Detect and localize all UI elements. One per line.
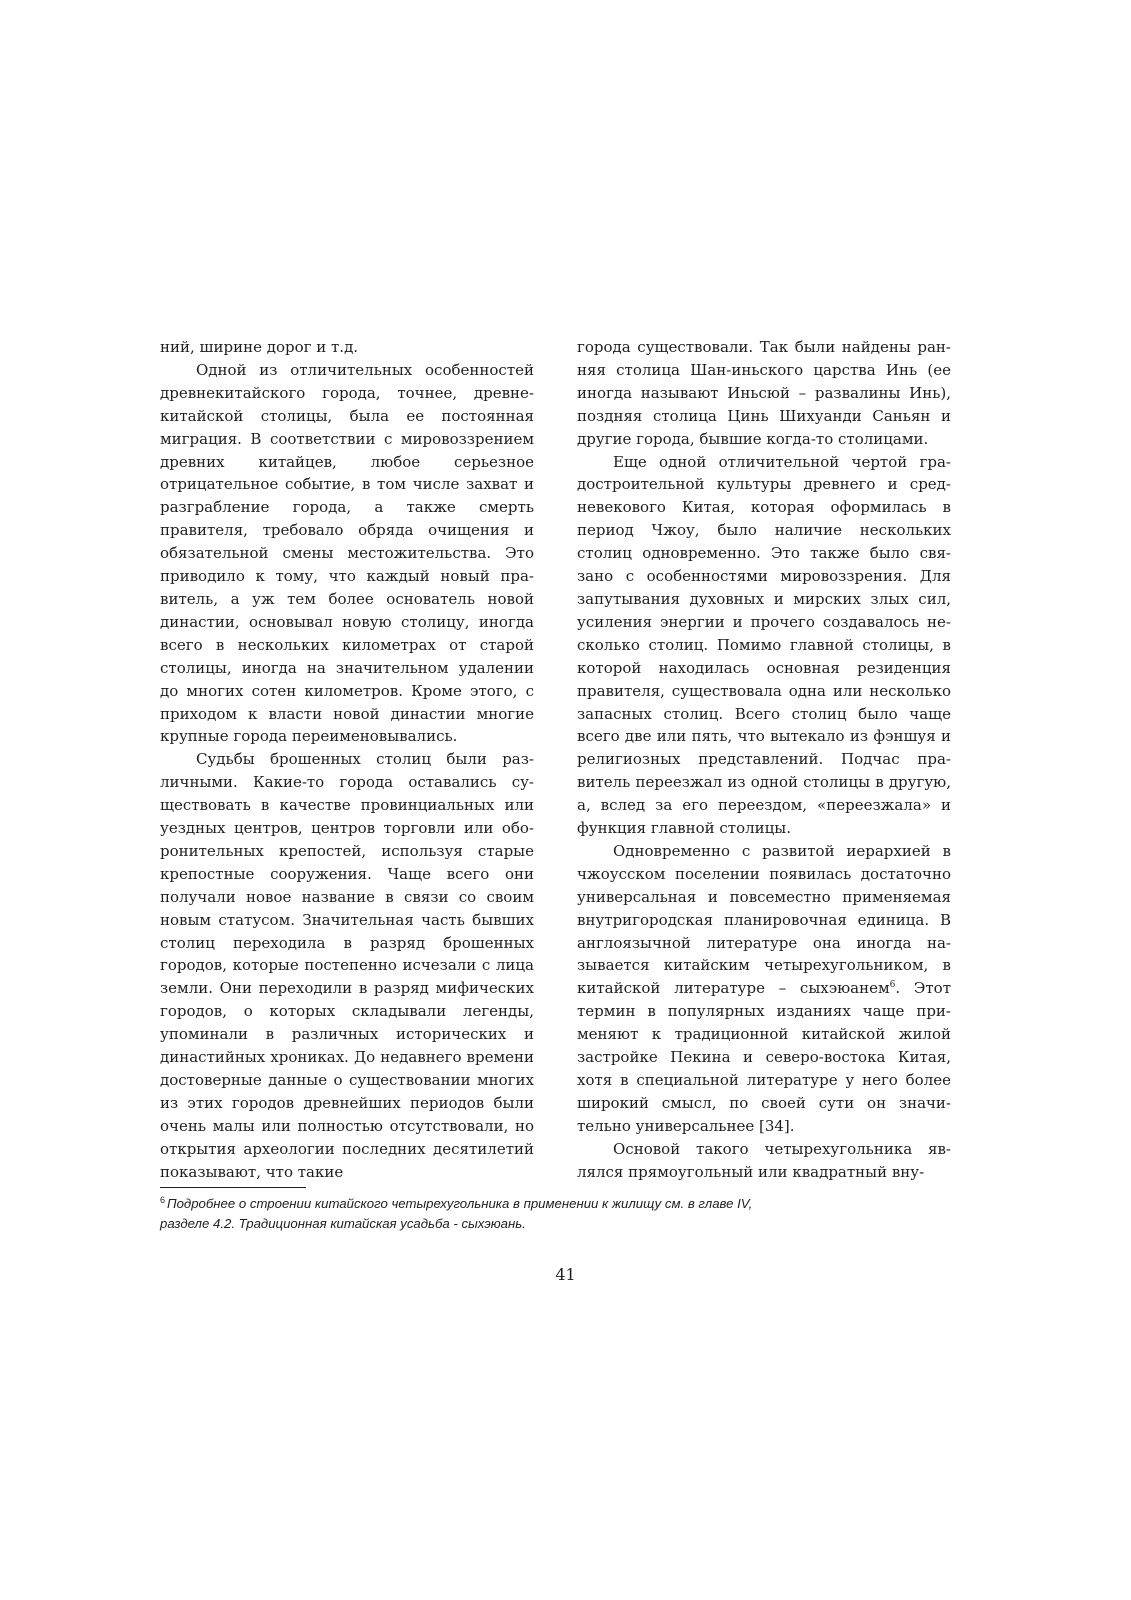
- footnote-divider: [160, 1187, 306, 1188]
- paragraph-continuation-right: города существовали. Так были найдены ранняя столица Шан-иньского царства Инь (ее иногда называют Иньсюй – развалины Инь), поздняя столица Цинь Шихуанди Саньян и другие города, бывшие когда-то столицами.: [577, 338, 951, 448]
- footnote-line: [160, 1194, 960, 1214]
- paragraph-capital-migration: Одной из отличительных особенностей древнекитайского города, точнее, древнекитайской столицы, была ее постоянная миграция. В соответствии с мировоззрением древних китайцев, любое серьезное отрицательное событие, в том числе захват и разграбление города, а также смерть правителя, требовало обряда очищения и обязательной смены местожительства. Это приводило к тому, что каждый новый правитель, а уж тем более основатель новой династии, основывал новую столицу, иногда всего в нескольких километрах от старой столицы, иногда на значительном удалении до многих сотен километров. Кроме этого, с приходом к власти новой династии многие крупные города переименовывались.: [160, 360, 534, 746]
- paragraph-text: Одновременно с развитой иерархией в чжоусском поселении появилась достаточно универсальная и повсеместно применяемая внутригородская планировочная единица. В англоязычной литературе она иногда называется китайским четырехугольником, в китайской литературе – сыхэюанем: [577, 841, 951, 998]
- footnote-mark: 6: [160, 1194, 166, 1205]
- paragraph-multiple-capitals: Еще одной отличительной чертой градостроительной культуры древнего и средневекового Китая, которая оформилась в период Чжоу, было наличие нескольких столиц одновременно. Это также было связано с особенностями мировоззрения. Для запутывания духовных и мирских злых сил, усиления энергии и прочего создавалось несколько столиц. Помимо главной столицы, в которой находилась основная резиденция правителя, существовала одна или несколько запасных столиц. Всего столиц было чаще всего две или пять, что вытекало из фэншуя и религиозных представлений. Подчас правитель переезжал из одной столицы в другую, а, вслед за его переездом, «переезжала» и функция главной столицы.: [577, 452, 951, 838]
- paragraph-quadrangle-basis: Основой такого четырехугольника являлся прямоугольный или квадратный вну-: [577, 1139, 951, 1181]
- page-number: 41: [555, 1265, 576, 1284]
- footnote-text: Подробнее о строении китайского четырехугольника в применении к жилищу см. в главе IV,: [167, 1196, 753, 1211]
- footnote-reference[interactable]: 6: [889, 980, 896, 991]
- left-text-column: [160, 336, 534, 1184]
- paragraph-continuation: ний, ширине дорог и т.д.: [160, 338, 359, 356]
- footnote-text: разделе 4.2. Традиционная китайская усадьба - сыхэюань.: [160, 1216, 526, 1231]
- footnote: [160, 1194, 960, 1234]
- paragraph-text: . Этот термин в популярных изданиях чаще применяют к традиционной китайской жилой застройке Пекина и северо-востока Китая, хотя в специальной литературе у него более широкий смысл, по своей сути он значительно универсальнее [34].: [577, 979, 951, 1135]
- paragraph-abandoned-capitals: Судьбы брошенных столиц были различными. Какие-то города оставались существовать в качестве провинциальных или уездных центров, центров торговли или оборонительных крепостей, используя старые крепостные сооружения. Чаще всего они получали новое название в связи со своим новым статусом. Значительная часть бывших столиц переходила в разряд брошенных городов, которые постепенно исчезали с лица земли. Они переходили в разряд мифических городов, о которых складывали легенды, упоминали в различных исторических и династийных хрониках. До недавнего времени достоверные данные о существовании многих из этих городов древнейших периодов были очень малы или полностью отсутствовали, но открытия археологии последних десятилетий показывают, что такие: [160, 750, 534, 1181]
- paragraph-chinese-quadrangle: [577, 840, 951, 1138]
- right-text-column: [577, 336, 951, 1184]
